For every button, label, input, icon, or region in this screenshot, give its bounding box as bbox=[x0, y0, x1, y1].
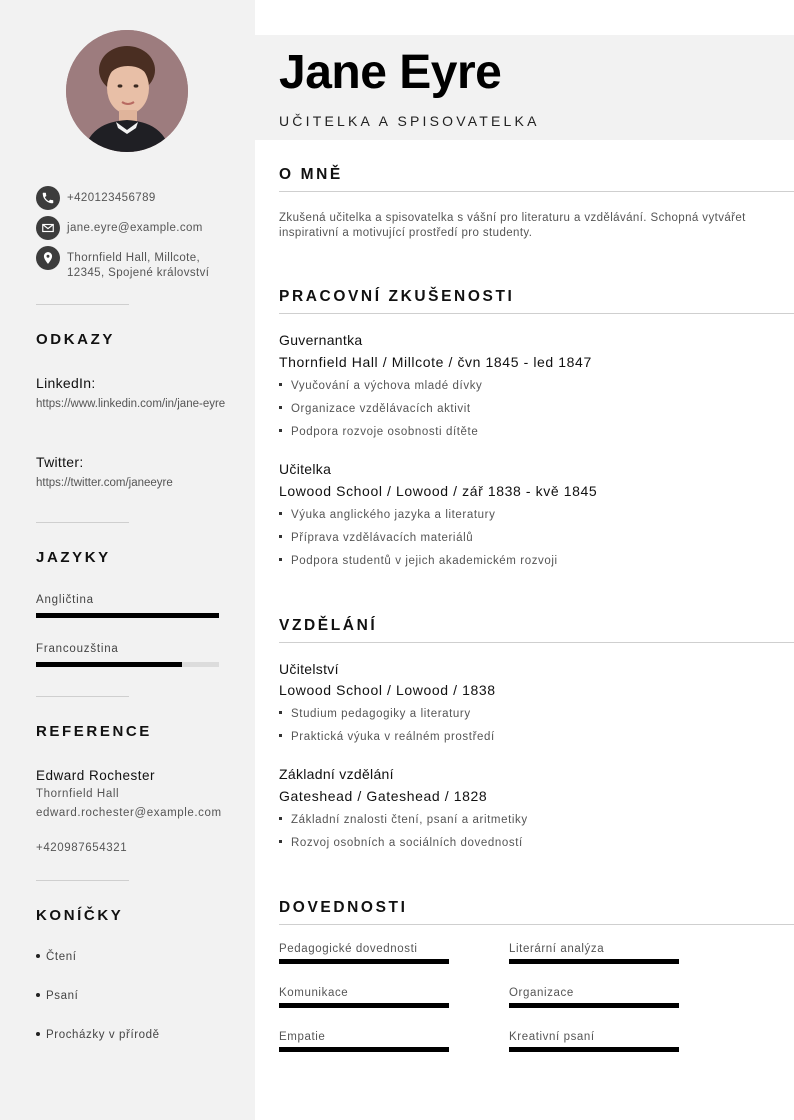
skill-bar bbox=[279, 1003, 449, 1008]
job-bullet: Organizace vzdělávacích aktivit bbox=[279, 403, 471, 415]
skill-item bbox=[509, 943, 679, 964]
location-pin-icon bbox=[36, 246, 60, 270]
education-detail: Gateshead / Gateshead / 1828 bbox=[279, 788, 488, 804]
skills-title: DOVEDNOSTI bbox=[279, 899, 408, 916]
contact-email bbox=[36, 216, 203, 240]
reference-title: REFERENCE bbox=[36, 723, 152, 740]
skill-name: Organizace bbox=[509, 987, 574, 999]
language-bar-fill bbox=[36, 662, 182, 667]
education-bullet: Praktická výuka v reálném prostředí bbox=[279, 731, 495, 743]
sidebar-divider bbox=[36, 880, 129, 881]
hobby-item: Procházky v přírodě bbox=[36, 1029, 160, 1041]
hobbies-title: KONÍČKY bbox=[36, 907, 124, 924]
education-degree: Základní vzdělání bbox=[279, 766, 394, 782]
sidebar-divider bbox=[36, 696, 129, 697]
education-degree: Učitelství bbox=[279, 661, 339, 677]
language-name-english: Angličtina bbox=[36, 594, 94, 606]
main-content bbox=[255, 0, 794, 1120]
sidebar-divider bbox=[36, 522, 129, 523]
contact-phone bbox=[36, 186, 156, 210]
sidebar bbox=[0, 0, 255, 1120]
skill-name: Pedagogické dovednosti bbox=[279, 943, 418, 955]
header bbox=[255, 35, 794, 140]
job-position: Učitelka bbox=[279, 461, 332, 477]
linkedin-label: LinkedIn: bbox=[36, 375, 96, 391]
job-bullet: Příprava vzdělávacích materiálů bbox=[279, 532, 473, 544]
language-bar-fill bbox=[36, 613, 219, 618]
sidebar-divider bbox=[36, 304, 129, 305]
language-bar-french bbox=[36, 662, 219, 667]
section-divider bbox=[279, 191, 794, 192]
skill-item bbox=[509, 987, 679, 1008]
section-divider bbox=[279, 642, 794, 643]
phone-text: +420123456789 bbox=[67, 192, 156, 204]
languages-title: JAZYKY bbox=[36, 549, 111, 566]
skill-item bbox=[279, 1031, 449, 1052]
twitter-label: Twitter: bbox=[36, 454, 84, 470]
job-detail: Lowood School / Lowood / zář 1838 - kvě 1845 bbox=[279, 483, 598, 499]
job-detail: Thornfield Hall / Millcote / čvn 1845 - led 1847 bbox=[279, 354, 592, 370]
person-name: Jane Eyre bbox=[279, 46, 502, 99]
envelope-icon bbox=[36, 216, 60, 240]
job-bullet: Podpora studentů v jejich akademickém rozvoji bbox=[279, 555, 558, 567]
twitter-link[interactable]: https://twitter.com/janeeyre bbox=[36, 477, 173, 489]
reference-email: edward.rochester@example.com bbox=[36, 807, 222, 819]
education-bullet: Základní znalosti čtení, psaní a aritmetiky bbox=[279, 814, 528, 826]
education-bullet: Rozvoj osobních a sociálních dovedností bbox=[279, 837, 523, 849]
skill-item bbox=[509, 1031, 679, 1052]
profile-photo bbox=[66, 30, 188, 152]
job-position: Guvernantka bbox=[279, 332, 363, 348]
about-title: O MNĚ bbox=[279, 166, 343, 183]
email-text: jane.eyre@example.com bbox=[67, 222, 203, 234]
skill-name: Komunikace bbox=[279, 987, 349, 999]
job-bullet: Podpora rozvoje osobnosti dítěte bbox=[279, 426, 478, 438]
hobby-item: Psaní bbox=[36, 990, 78, 1002]
skill-bar bbox=[509, 1047, 679, 1052]
skill-item bbox=[279, 987, 449, 1008]
skill-bar bbox=[509, 1003, 679, 1008]
phone-icon bbox=[36, 186, 60, 210]
language-bar-english bbox=[36, 613, 219, 618]
education-title: VZDĚLÁNÍ bbox=[279, 617, 378, 634]
job-bullet: Výuka anglického jazyka a literatury bbox=[279, 509, 495, 521]
experience-title: PRACOVNÍ ZKUŠENOSTI bbox=[279, 288, 515, 305]
address-line1: Thornfield Hall, Millcote, bbox=[67, 252, 201, 264]
language-name-french: Francouzština bbox=[36, 643, 119, 655]
reference-company: Thornfield Hall bbox=[36, 788, 120, 800]
address-text bbox=[67, 246, 209, 281]
skill-name: Literární analýza bbox=[509, 943, 605, 955]
reference-name: Edward Rochester bbox=[36, 768, 156, 783]
skill-bar bbox=[509, 959, 679, 964]
about-text: Zkušená učitelka a spisovatelka s vášní pro literaturu a vzdělávání. Schopná vytvářet inspirativní a motivující prostředí pro studenty. bbox=[279, 212, 746, 239]
skill-item bbox=[279, 943, 449, 964]
person-role: UČITELKA A SPISOVATELKA bbox=[279, 113, 540, 129]
section-divider bbox=[279, 924, 794, 925]
address-line2: 12345, Spojené království bbox=[67, 267, 210, 279]
contact-address bbox=[36, 246, 209, 281]
education-bullet: Studium pedagogiky a literatury bbox=[279, 708, 471, 720]
hobby-item: Čtení bbox=[36, 951, 77, 963]
skill-name: Empatie bbox=[279, 1031, 326, 1043]
portrait-illustration bbox=[66, 30, 188, 152]
skill-bar bbox=[279, 1047, 449, 1052]
linkedin-link[interactable]: https://www.linkedin.com/in/jane-eyre bbox=[36, 398, 226, 410]
reference-phone: +420987654321 bbox=[36, 842, 128, 854]
education-detail: Lowood School / Lowood / 1838 bbox=[279, 682, 496, 698]
skill-bar bbox=[279, 959, 449, 964]
section-divider bbox=[279, 313, 794, 314]
job-bullet: Vyučování a výchova mladé dívky bbox=[279, 380, 482, 392]
skill-name: Kreativní psaní bbox=[509, 1031, 595, 1043]
links-title: ODKAZY bbox=[36, 331, 115, 348]
